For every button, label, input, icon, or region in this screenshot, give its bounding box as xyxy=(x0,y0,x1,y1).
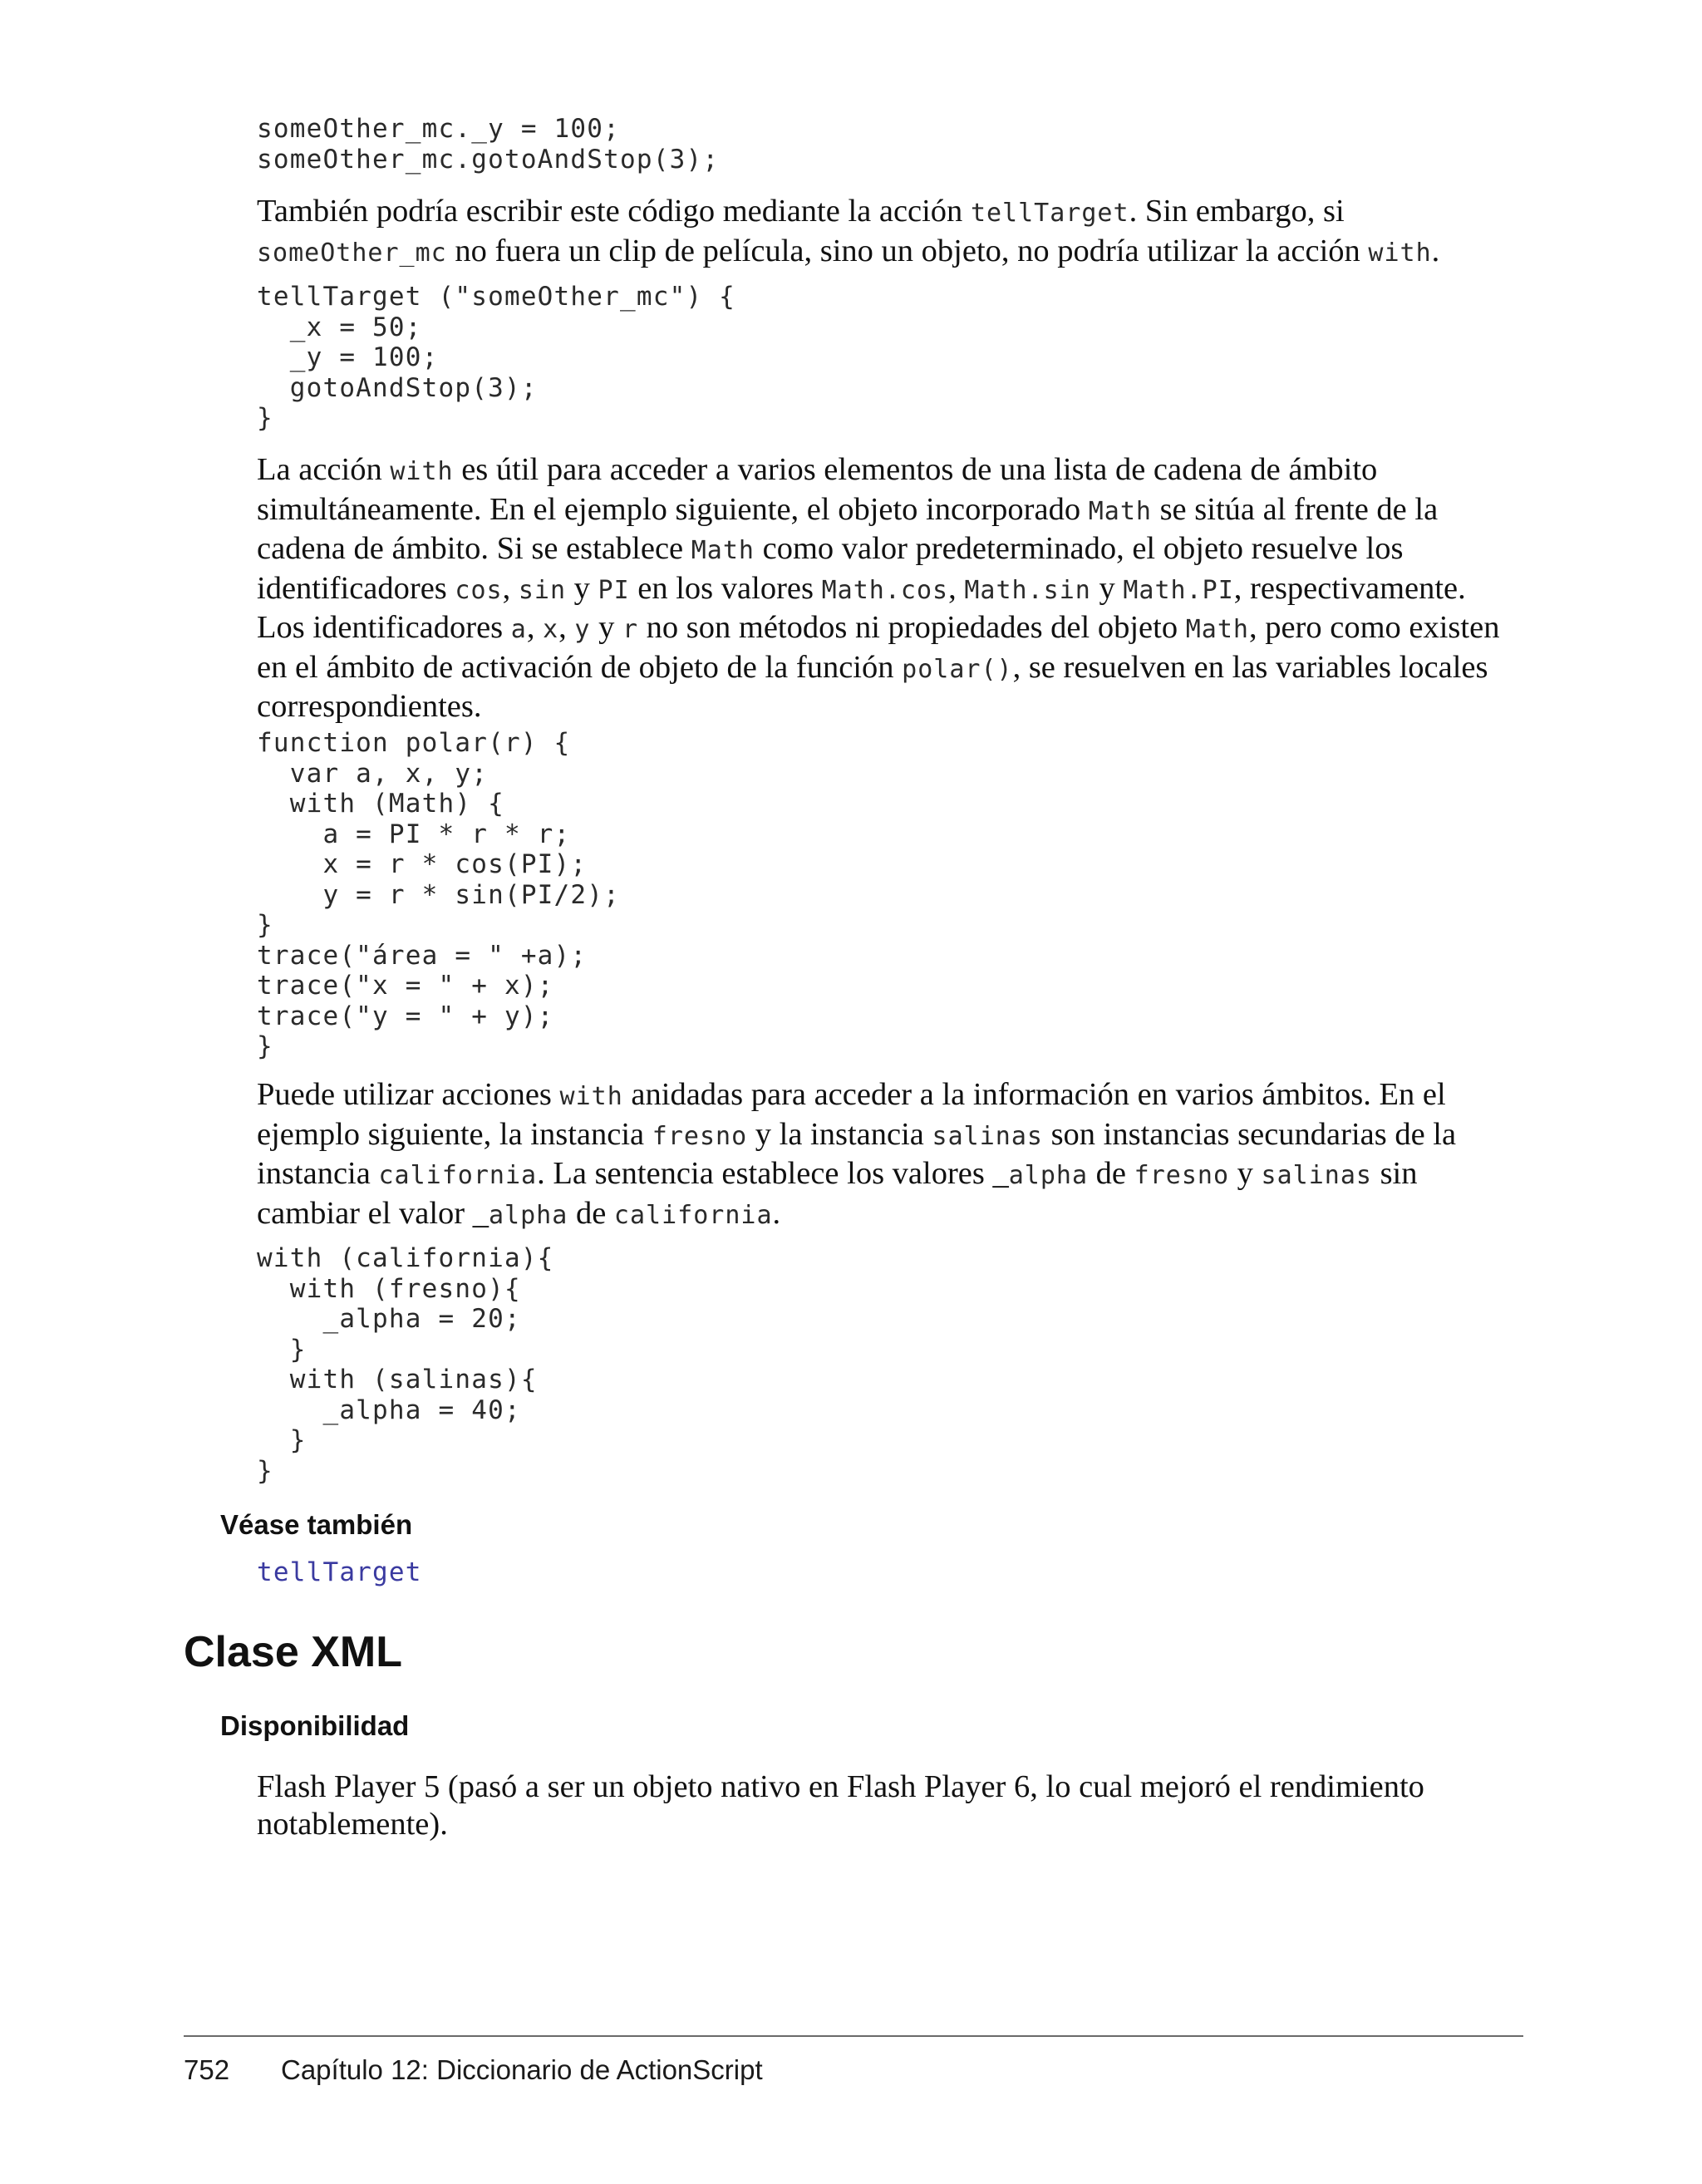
text-run: y xyxy=(590,610,622,645)
code-run: Math.PI xyxy=(1123,575,1234,605)
code-run: r xyxy=(622,615,639,644)
code-run: sin xyxy=(518,575,567,605)
code-run: x xyxy=(543,615,559,644)
code-run: PI xyxy=(598,575,630,605)
text-run: de xyxy=(568,1195,614,1231)
code-run: polar() xyxy=(902,654,1013,684)
availability-heading: Disponibilidad xyxy=(220,1710,410,1741)
code-block-telltarget: tellTarget ("someOther_mc") { _x = 50; _y = 100; gotoAndStop(3); } xyxy=(257,282,736,433)
text-run: anidadas para acceder a la información en varios ámbitos. En el ejemplo siguiente, la instancia xyxy=(257,1077,1446,1152)
footer-divider xyxy=(184,2035,1523,2037)
text-run: son instancias secundarias de la instancia xyxy=(257,1116,1457,1191)
section-title: Clase XML xyxy=(184,1628,402,1676)
page-number: 752 xyxy=(184,2054,230,2085)
text-run: sin cambiar el valor _ xyxy=(257,1156,1418,1231)
code-run: alpha xyxy=(1008,1161,1089,1190)
text-run: no fuera un clip de película, sino un objeto, no podría utilizar la acción xyxy=(446,233,1369,268)
code-run: cos xyxy=(455,575,503,605)
code-run: fresno xyxy=(1134,1161,1230,1190)
chapter-title: Capítulo 12: Diccionario de ActionScript xyxy=(281,2054,763,2085)
text-run: . La sentencia establece los valores _ xyxy=(537,1156,1009,1191)
code-run: Math xyxy=(691,536,755,565)
code-run: Math.sin xyxy=(964,575,1091,605)
text-run: , se resuelven en las variables locales correspondientes. xyxy=(257,649,1488,724)
paragraph-with-math xyxy=(257,451,1520,726)
code-run: a xyxy=(510,615,527,644)
text-run: . Sin embargo, si xyxy=(1129,194,1345,229)
text-run: de xyxy=(1088,1156,1134,1191)
text-run: , pero como existen en el ámbito de activación de objeto de la función xyxy=(257,610,1500,685)
code-run: california xyxy=(378,1161,538,1190)
text-run: y xyxy=(1090,570,1124,606)
text-run: . xyxy=(772,1195,781,1231)
code-block-polar-function: function polar(r) { var a, x, y; with (Math) { a = PI * r * r; x = r * cos(PI); y = r * sin(PI/2); } trace("área = " +a); trace("x = " + x); trace("y = " + y); } xyxy=(257,728,620,1061)
text-run: y xyxy=(566,570,598,606)
text-run: , xyxy=(526,610,544,645)
code-run: alpha xyxy=(489,1200,568,1230)
text-run: se sitúa al frente de la cadena de ámbito. Si se establece xyxy=(257,491,1439,566)
code-run: california xyxy=(613,1200,773,1230)
text-run: y xyxy=(1229,1156,1262,1191)
availability-text: Flash Player 5 (pasó a ser un objeto nativo en Flash Player 6, lo cual mejoró el rendimiento notablemente). xyxy=(257,1769,1424,1842)
text-run: , xyxy=(502,570,519,606)
see-also-heading: Véase también xyxy=(220,1509,413,1540)
code-run: tellTarget xyxy=(970,199,1129,228)
text-run: , respectivamente. Los identificadores xyxy=(257,570,1466,645)
text-run: en los valores xyxy=(629,570,822,606)
code-run: someOther_mc xyxy=(257,238,447,268)
text-run: Puede utilizar acciones xyxy=(257,1077,560,1112)
code-run: Math.cos xyxy=(821,575,949,605)
paragraph-telltarget xyxy=(257,193,1520,272)
code-run: with xyxy=(559,1082,623,1111)
code-block-california: with (california){ with (fresno){ _alpha = 20; } with (salinas){ _alpha = 40; } } xyxy=(257,1243,554,1486)
code-block-someother: someOther_mc._y = 100; someOther_mc.gotoAndStop(3); xyxy=(257,114,720,175)
code-run: salinas xyxy=(932,1121,1043,1151)
text-run: como valor predeterminado, el objeto resuelve los identificadores xyxy=(257,531,1404,606)
text-run: , xyxy=(948,570,965,606)
paragraph-nested-with xyxy=(257,1076,1520,1234)
text-run: y la instancia xyxy=(747,1116,932,1152)
see-also-telltarget-link[interactable]: tellTarget xyxy=(257,1557,422,1587)
text-run: . xyxy=(1431,233,1440,268)
text-run: También podría escribir este código mediante la acción xyxy=(257,194,971,229)
code-run: Math xyxy=(1185,615,1249,644)
text-run: , xyxy=(558,610,575,645)
code-run: Math xyxy=(1088,496,1152,526)
text-run: La acción xyxy=(257,452,391,487)
code-run: fresno xyxy=(652,1121,748,1151)
text-run: no son métodos ni propiedades del objeto xyxy=(638,610,1186,645)
code-run: salinas xyxy=(1261,1161,1372,1190)
code-run: with xyxy=(1368,238,1432,268)
code-run: with xyxy=(390,457,454,486)
code-run: y xyxy=(574,615,591,644)
text-run: es útil para acceder a varios elementos de una lista de cadena de ámbito simultáneamente. En el ejemplo siguiente, el objeto incorporado xyxy=(257,452,1378,527)
